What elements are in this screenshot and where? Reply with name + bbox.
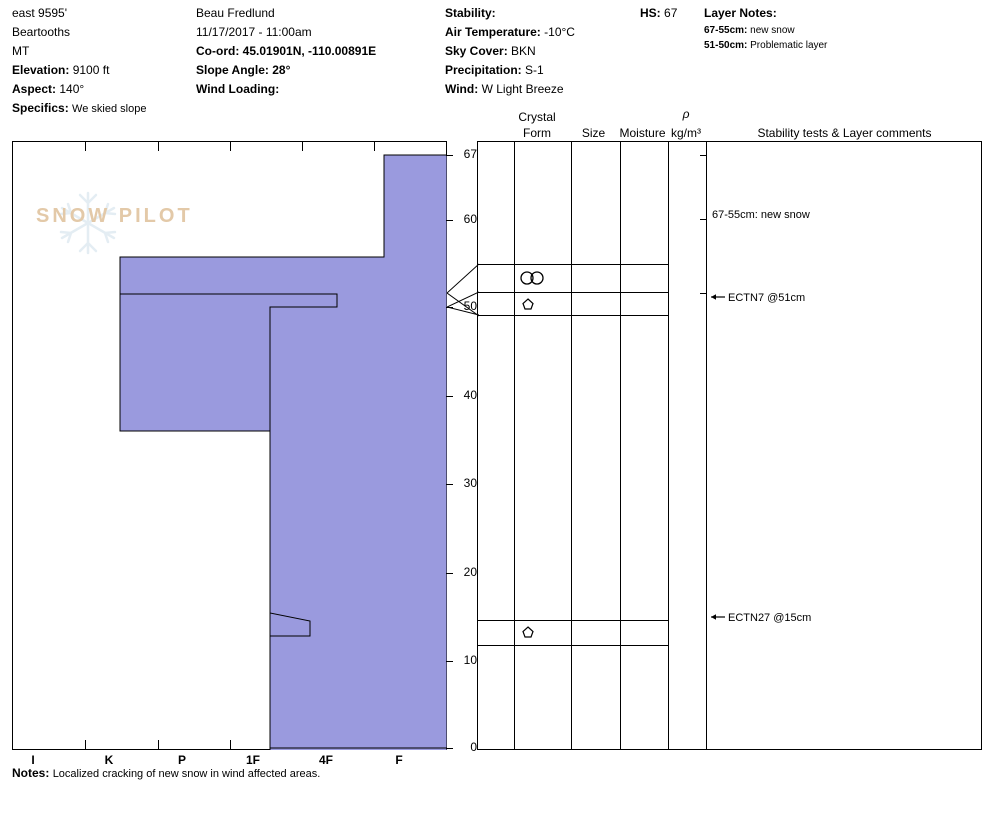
precipitation-row bbox=[445, 61, 575, 80]
layer-boundary-13cm bbox=[477, 645, 668, 646]
wind-loading-label: Wind Loading: bbox=[196, 82, 280, 96]
specifics-row bbox=[12, 99, 146, 119]
range-name: Beartooths bbox=[12, 25, 71, 39]
specifics-value: We skied slope bbox=[72, 103, 147, 115]
precipitation-value: S-1 bbox=[525, 63, 544, 77]
hs-value: 67 bbox=[664, 6, 678, 20]
layer-boundary-51cm bbox=[477, 292, 668, 293]
moisture-header: Moisture bbox=[619, 126, 666, 140]
hardness-label-1f: 1F bbox=[245, 753, 260, 767]
hardness-label-k: K bbox=[104, 753, 114, 767]
observation-datetime: 11/17/2017 - 11:00am bbox=[196, 25, 312, 39]
grain-size-header: Size bbox=[581, 126, 606, 140]
facets-icon-15cm bbox=[521, 625, 535, 639]
grain-size-column-divider bbox=[571, 141, 572, 750]
hardness-label-f: F bbox=[395, 753, 403, 767]
wind-value: W Light Breeze bbox=[481, 82, 564, 96]
depth-tick-67: 67 bbox=[463, 147, 477, 161]
header-column-weather bbox=[445, 4, 575, 99]
aspect-row bbox=[12, 80, 146, 99]
arrow-left-icon-ectn27 bbox=[710, 612, 726, 622]
header-column-location bbox=[12, 4, 146, 119]
header-column-observation bbox=[196, 4, 376, 99]
wind-loading-row bbox=[196, 80, 376, 99]
layer-boundary-55cm bbox=[477, 264, 668, 265]
stability-label: Stability: bbox=[445, 6, 496, 20]
density-tick-top bbox=[700, 155, 706, 156]
layer-note-1-range: 67-55cm: bbox=[704, 25, 748, 36]
coordinates-label: Co-ord: bbox=[196, 44, 240, 58]
layer-note-1-text: new snow bbox=[750, 25, 795, 36]
air-temperature-label: Air Temperature: bbox=[445, 25, 541, 39]
stability-row bbox=[445, 4, 575, 23]
notes-value: Localized cracking of new snow in wind affected areas. bbox=[52, 768, 321, 780]
wind-label: Wind: bbox=[445, 82, 479, 96]
depth-tick-40: 40 bbox=[463, 388, 477, 402]
hardness-label-p: P bbox=[177, 753, 186, 767]
layer-note-1 bbox=[704, 23, 827, 38]
precipitation-label: Precipitation: bbox=[445, 63, 522, 77]
density-symbol-header: ρ bbox=[682, 107, 690, 121]
facets-icon-51cm bbox=[521, 297, 535, 311]
crystal-form-header-line2: Form bbox=[523, 126, 551, 140]
comments-header: Stability tests & Layer comments bbox=[757, 126, 932, 140]
comment-ectn27: ECTN27 @15cm bbox=[728, 612, 812, 624]
slope-angle-value: 28° bbox=[272, 63, 291, 77]
layer-tie-lines bbox=[447, 141, 479, 750]
comments-column-divider bbox=[706, 141, 707, 750]
depth-tick-60: 60 bbox=[463, 212, 477, 226]
layer-detail-table bbox=[477, 141, 982, 750]
sky-cover-value: BKN bbox=[511, 44, 536, 58]
density-column-divider bbox=[668, 141, 669, 750]
hs-label: HS: bbox=[640, 6, 661, 20]
depth-tick-50: 50 bbox=[463, 299, 477, 313]
coordinates-row bbox=[196, 42, 376, 61]
layer-note-2 bbox=[704, 38, 827, 53]
header-column-layer-notes bbox=[704, 4, 827, 53]
depth-tick-20: 20 bbox=[463, 565, 477, 579]
notes-row bbox=[12, 766, 320, 780]
layer-notes-title: Layer Notes: bbox=[704, 6, 777, 20]
elevation-row bbox=[12, 61, 146, 80]
comment-new-snow: 67-55cm: new snow bbox=[712, 209, 810, 221]
specifics-label: Specifics: bbox=[12, 101, 69, 115]
coordinates-value: 45.01901N, -110.00891E bbox=[242, 44, 377, 58]
moisture-column-divider bbox=[620, 141, 621, 750]
hardness-label-i: I bbox=[31, 753, 35, 767]
state-name: MT bbox=[12, 44, 30, 58]
elevation-label: Elevation: bbox=[12, 63, 70, 77]
density-tick-low bbox=[700, 293, 706, 294]
wind-row bbox=[445, 80, 575, 99]
slope-angle-label: Slope Angle: bbox=[196, 63, 269, 77]
aspect-value: 140° bbox=[59, 82, 85, 96]
comment-ectn7: ECTN7 @51cm bbox=[728, 292, 806, 304]
layer-note-2-text: Problematic layer bbox=[750, 40, 828, 51]
sky-cover-row bbox=[445, 42, 575, 61]
layer-note-2-range: 51-50cm: bbox=[704, 40, 748, 51]
header-column-hs bbox=[640, 4, 677, 23]
depth-tick-10: 10 bbox=[463, 653, 477, 667]
depth-tick-0: 0 bbox=[470, 740, 477, 754]
arrow-left-icon-ectn7 bbox=[710, 292, 726, 302]
density-units-header: kg/m³ bbox=[671, 126, 701, 140]
hs-row bbox=[640, 4, 677, 23]
layer-boundary-15cm bbox=[477, 620, 668, 621]
sky-cover-label: Sky Cover: bbox=[445, 44, 508, 58]
air-temperature-row bbox=[445, 23, 575, 42]
hardness-label-4f: 4F bbox=[318, 753, 333, 767]
rounded-grains-icon bbox=[518, 270, 546, 286]
observer-name: Beau Fredlund bbox=[196, 6, 275, 20]
layer-boundary-50cm bbox=[477, 315, 668, 316]
site-name: east 9595' bbox=[12, 6, 68, 20]
elevation-value: 9100 ft bbox=[72, 63, 110, 77]
depth-tick-30: 30 bbox=[463, 476, 477, 490]
aspect-label: Aspect: bbox=[12, 82, 57, 96]
crystal-form-column-divider bbox=[514, 141, 515, 750]
watermark-text: SNOW PILOT bbox=[36, 205, 193, 227]
notes-label: Notes: bbox=[12, 766, 50, 780]
crystal-form-header-line1: Crystal bbox=[518, 110, 556, 124]
air-temperature-value: -10°C bbox=[544, 25, 575, 39]
density-tick-mid bbox=[700, 219, 706, 220]
slope-angle-row bbox=[196, 61, 376, 80]
